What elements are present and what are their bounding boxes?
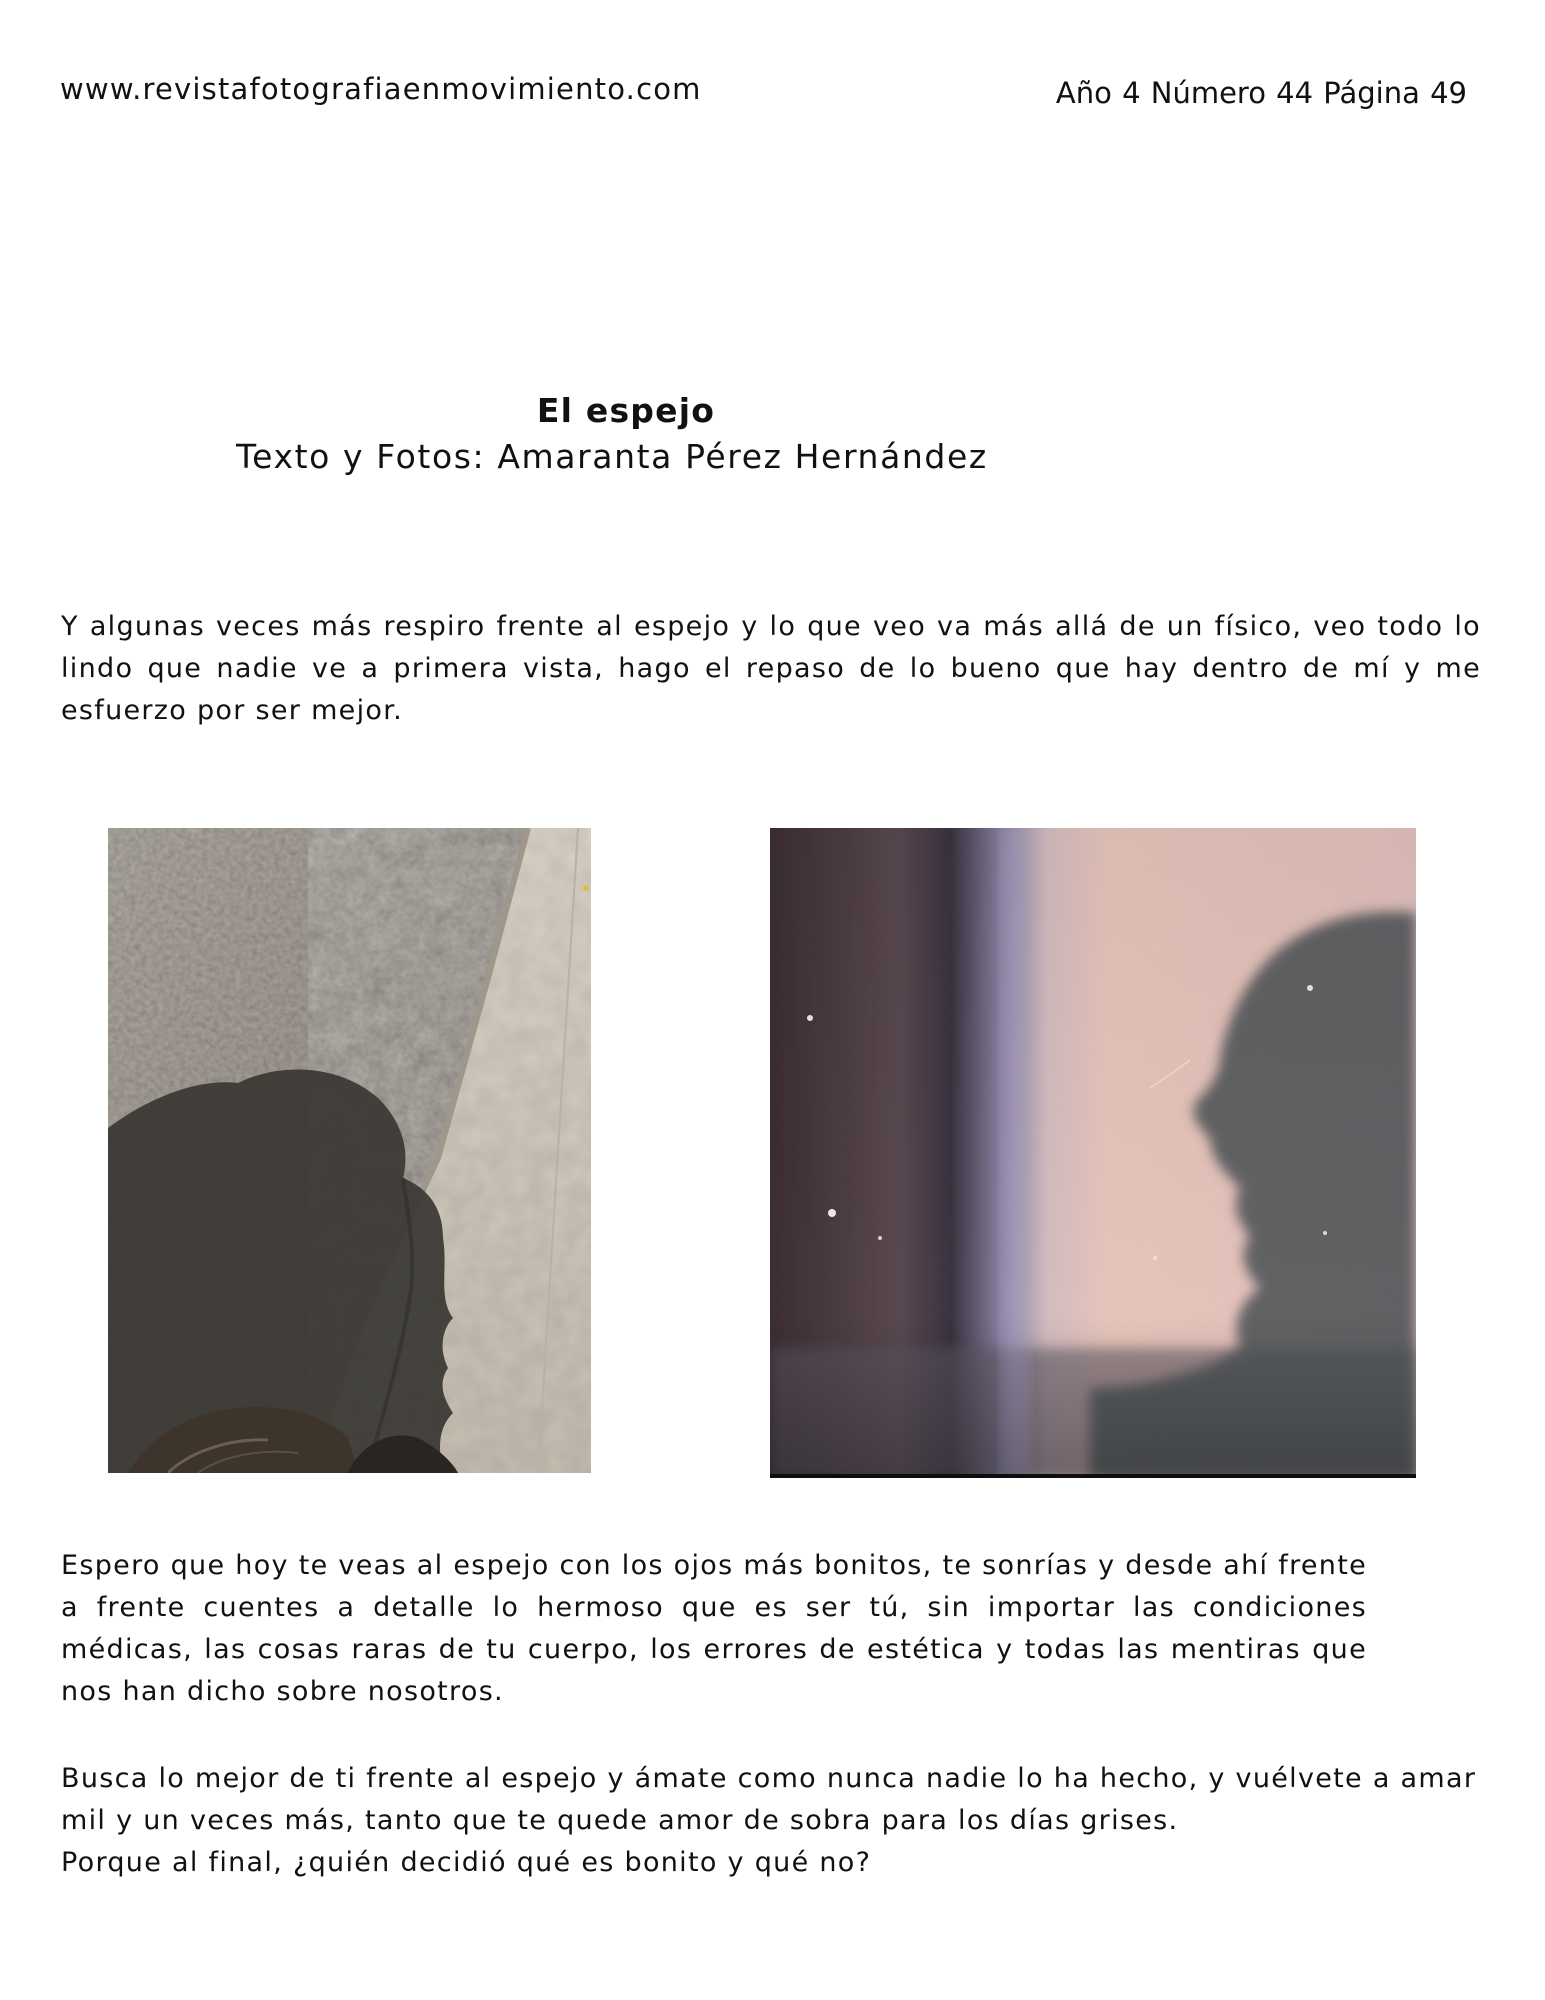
article-byline: Texto y Fotos: Amaranta Pérez Hernández [236,437,988,476]
paragraph-hope: Espero que hoy te veas al espejo con los ojos más bonitos, te sonrías y desde ahí frente a frente cuentes a detalle lo hermoso que es ser tú, sin importar las condiciones médicas, las cosas raras de tu cuerpo, los errores de estética y todas las mentiras que nos han dicho sobre nosotros. [61,1550,1367,1707]
paragraph-intro: Y algunas veces más respiro frente al espejo y lo que veo va más allá de un físico, veo todo lo lindo que nadie ve a primera vista, hago el repaso de lo bueno que hay dentro de mí y me esfuerzo por ser mejor. [61,611,1481,726]
photo-shadow-on-wall [108,828,591,1473]
article-heading [236,388,986,480]
photo-shadow-profile [770,828,1416,1478]
paragraph-closing [61,1758,1481,1884]
header-url: www.revistafotografiaenmovimiento.com [60,72,702,106]
paragraph-closing-line-2: Porque al final, ¿quién decidió qué es bonito y qué no? [61,1847,872,1878]
paragraph-closing-line-1: Busca lo mejor de ti frente al espejo y ámate como nunca nadie lo ha hecho, y vuélvete a amar mil y un veces más, tanto que te quede amor de sobra para los días grises. [61,1763,1477,1836]
article-title: El espejo [536,391,716,430]
header-issue-info: Año 4 Número 44 Página 49 [1055,76,1467,110]
